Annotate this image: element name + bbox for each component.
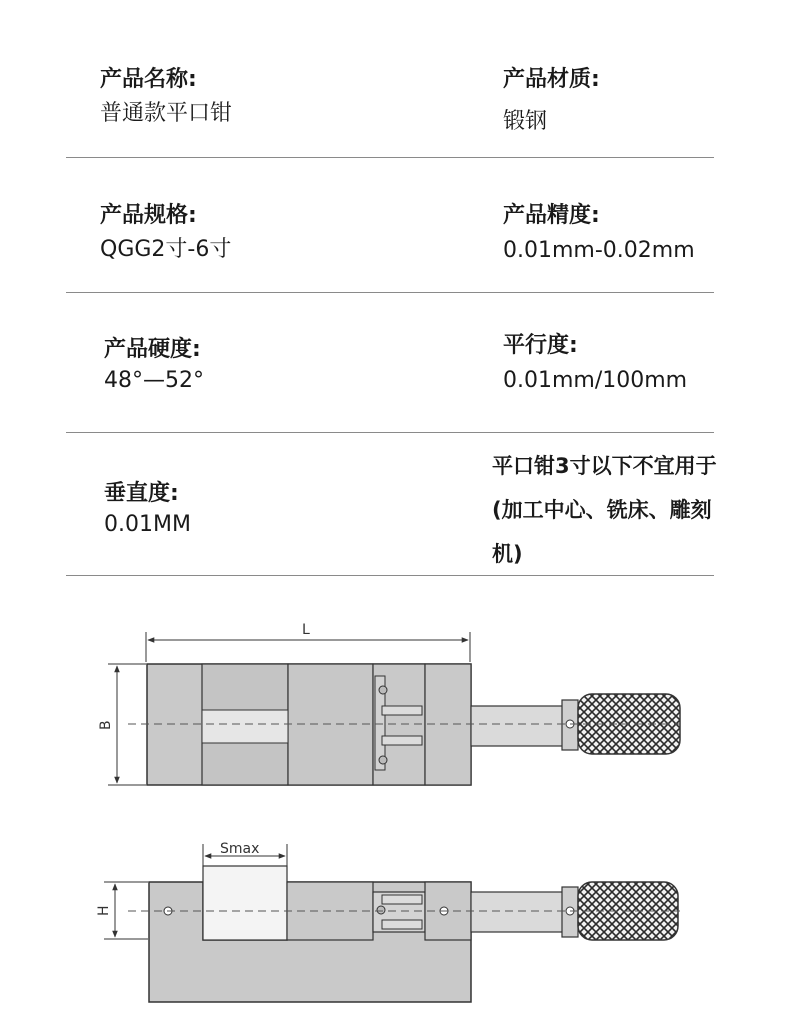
spec-value-parallelism: 0.01mm/100mm bbox=[503, 368, 688, 393]
spec-value-precision: 0.01mm-0.02mm bbox=[503, 238, 695, 263]
divider bbox=[66, 575, 714, 576]
dim-label-b: B bbox=[98, 720, 114, 730]
spec-value-perpendicularity: 0.01MM bbox=[104, 512, 191, 537]
spec-label-material: 产品材质: bbox=[503, 67, 600, 92]
divider bbox=[66, 292, 714, 293]
dim-label-smax: Smax bbox=[220, 841, 260, 857]
vise-technical-drawing bbox=[0, 600, 790, 1016]
spec-label-perpendicularity: 垂直度: bbox=[104, 481, 179, 506]
top-view bbox=[98, 622, 680, 785]
divider bbox=[66, 157, 714, 158]
side-view bbox=[96, 841, 680, 1002]
spec-value-hardness: 48°—52° bbox=[104, 368, 204, 393]
spec-value-material: 锻钢 bbox=[503, 109, 548, 134]
dim-label-l: L bbox=[302, 622, 310, 638]
spec-label-parallelism: 平行度: bbox=[503, 333, 578, 358]
spec-label-spec: 产品规格: bbox=[100, 203, 197, 228]
spec-value-product-name: 普通款平口钳 bbox=[100, 101, 233, 126]
spec-label-product-name: 产品名称: bbox=[100, 67, 197, 92]
usage-note: 平口钳3寸以下不宜用于(加工中心、铣床、雕刻机) bbox=[492, 454, 717, 566]
spec-label-precision: 产品精度: bbox=[503, 203, 600, 228]
dim-label-h: H bbox=[96, 905, 112, 916]
spec-value-spec: QGG2寸-6寸 bbox=[100, 237, 232, 262]
divider bbox=[66, 432, 714, 433]
spec-label-hardness: 产品硬度: bbox=[104, 337, 201, 362]
